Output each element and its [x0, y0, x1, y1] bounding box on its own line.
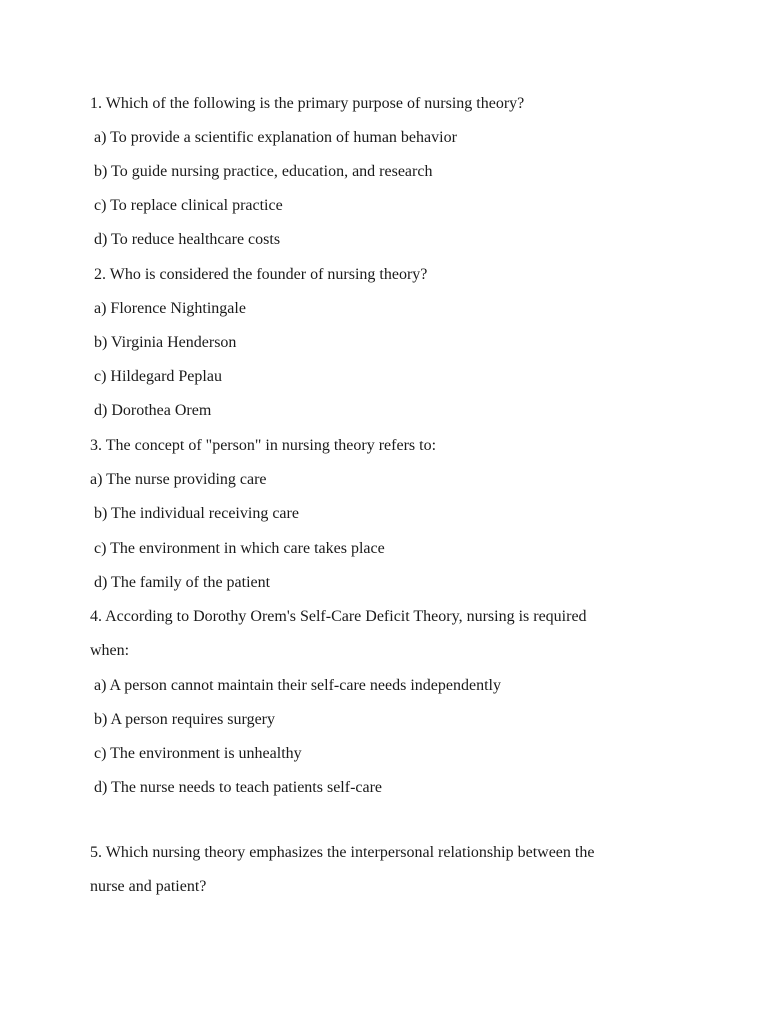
question-1-option-a: a) To provide a scientific explanation of human behavior — [90, 129, 457, 146]
question-1-option-b: b) To guide nursing practice, education, and research — [90, 163, 433, 180]
question-4-stem-line-2: when: — [90, 642, 130, 659]
question-1-option-c: c) To replace clinical practice — [90, 197, 283, 214]
question-4-option-c: c) The environment is unhealthy — [90, 745, 302, 762]
question-4-option-b: b) A person requires surgery — [90, 711, 275, 728]
question-4-option-a: a) A person cannot maintain their self-care needs independently — [90, 677, 501, 694]
question-1-stem: 1. Which of the following is the primary purpose of nursing theory? — [90, 95, 525, 112]
question-2-option-c: c) Hildegard Peplau — [90, 368, 222, 385]
question-5-stem-line-2: nurse and patient? — [90, 878, 207, 895]
question-3-option-a: a) The nurse providing care — [90, 471, 267, 488]
question-2-option-d: d) Dorothea Orem — [90, 402, 212, 419]
question-4-stem-line-1: 4. According to Dorothy Orem's Self-Care Deficit Theory, nursing is required — [90, 608, 587, 625]
question-3-option-b: b) The individual receiving care — [90, 505, 299, 522]
question-4-option-d: d) The nurse needs to teach patients self-care — [90, 779, 383, 796]
question-5-stem-line-1: 5. Which nursing theory emphasizes the interpersonal relationship between the — [90, 844, 595, 861]
question-3-option-d: d) The family of the patient — [90, 574, 271, 591]
question-2-option-a: a) Florence Nightingale — [90, 300, 246, 317]
question-3-option-c: c) The environment in which care takes place — [90, 540, 385, 557]
question-2-stem: 2. Who is considered the founder of nursing theory? — [90, 266, 428, 283]
question-1-option-d: d) To reduce healthcare costs — [90, 231, 281, 248]
question-3-stem: 3. The concept of "person" in nursing theory refers to: — [90, 437, 437, 454]
question-2-option-b: b) Virginia Henderson — [90, 334, 237, 351]
